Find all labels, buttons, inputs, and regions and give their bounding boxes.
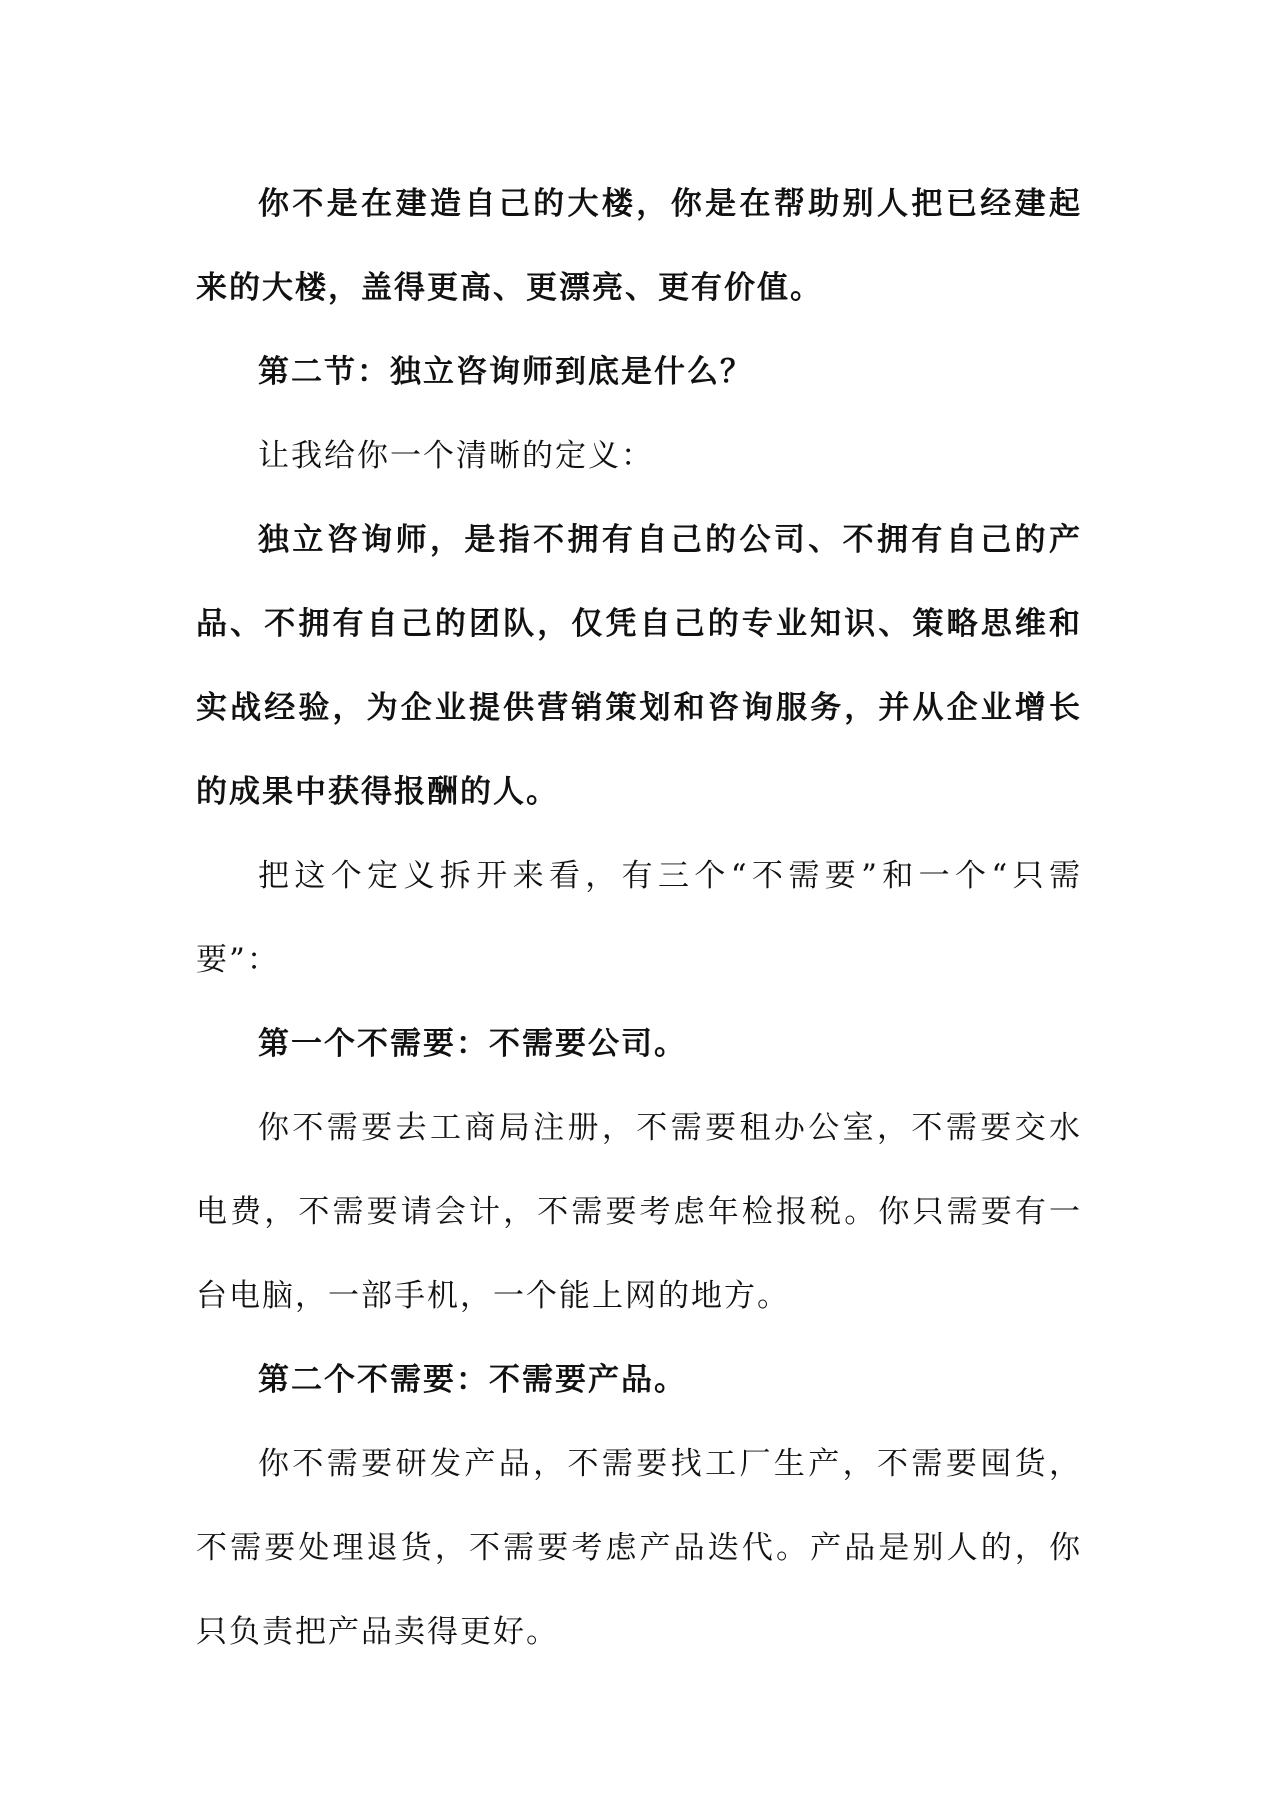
document-body [196, 162, 1082, 1674]
paragraph-building-metaphor: 你不是在建造自己的大楼，你是在帮助别人把已经建起来的大楼，盖得更高、更漂亮、更有价值。 [196, 186, 1082, 306]
paragraph-breakdown-intro: 把这个定义拆开来看，有三个“不需要”和一个“只需要”： [196, 858, 1082, 978]
paragraph-no-company: 你不需要去工商局注册，不需要租办公室，不需要交水电费，不需要请会计，不需要考虑年检报税。你只需要有一台电脑，一部手机，一个能上网的地方。 [196, 1110, 1082, 1314]
subheading-no-company: 第一个不需要：不需要公司。 [258, 1026, 687, 1062]
section-heading-2: 第二节：独立咨询师到底是什么？ [258, 354, 753, 390]
paragraph-no-product: 你不需要研发产品，不需要找工厂生产，不需要囤货，不需要处理退货，不需要考虑产品迭代。产品是别人的，你只负责把产品卖得更好。 [196, 1446, 1082, 1650]
paragraph-definition-intro: 让我给你一个清晰的定义： [258, 438, 654, 474]
subheading-no-product: 第二个不需要：不需要产品。 [258, 1362, 687, 1398]
paragraph-definition: 独立咨询师，是指不拥有自己的公司、不拥有自己的产品、不拥有自己的团队，仅凭自己的专业知识、策略思维和实战经验，为企业提供营销策划和咨询服务，并从企业增长的成果中获得报酬的人。 [196, 522, 1082, 810]
